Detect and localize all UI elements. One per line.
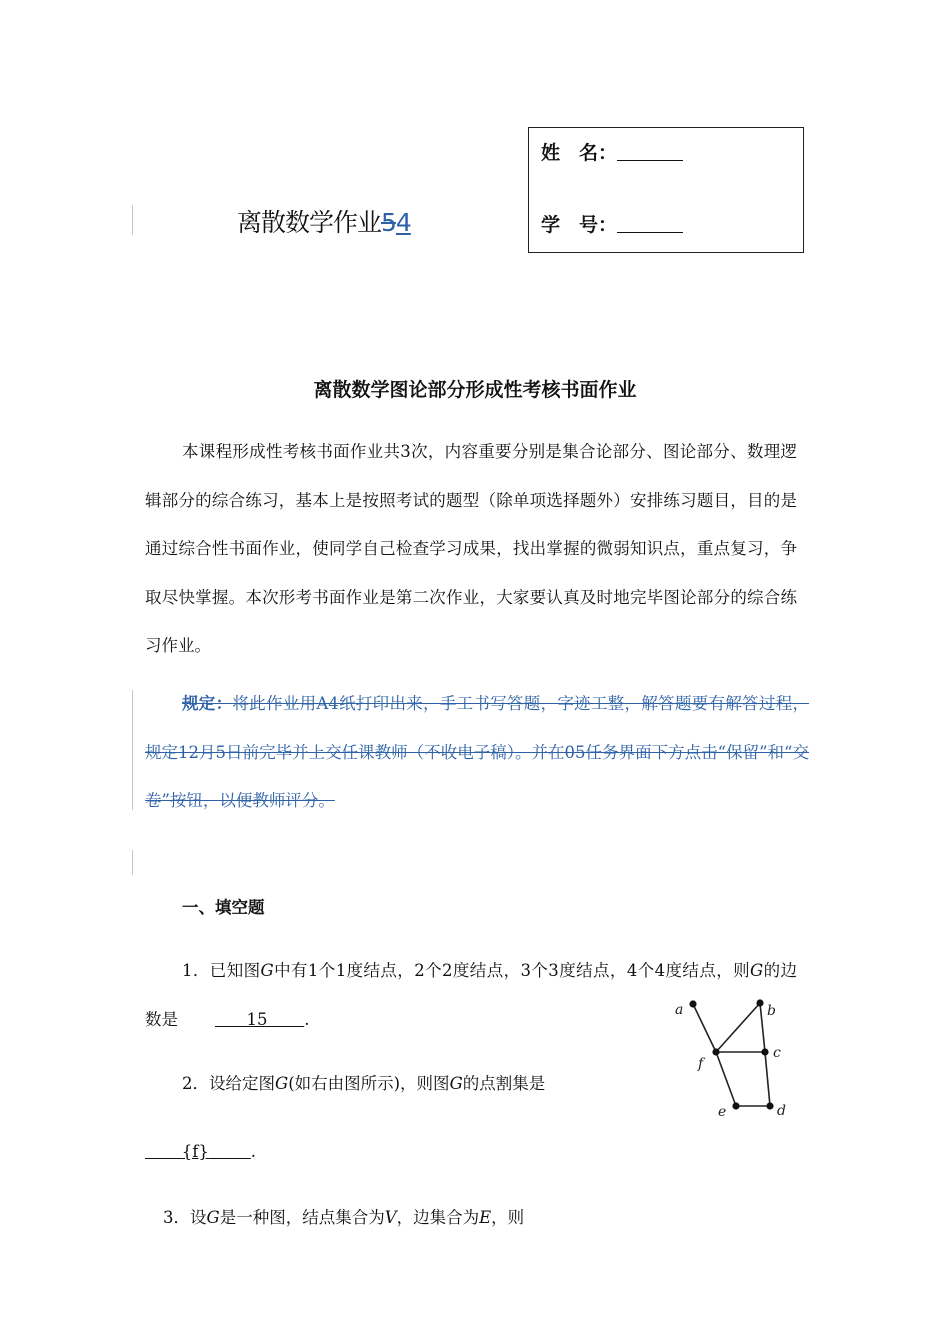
node-label-a: a — [675, 1002, 684, 1018]
change-bar — [132, 205, 133, 235]
q2-answer: {f} — [181, 1142, 209, 1161]
rule-label: 规定： — [182, 694, 233, 713]
edge-c-d — [765, 1052, 770, 1106]
node-label-c: c — [773, 1045, 781, 1061]
change-bar — [132, 850, 133, 875]
rule-text: 将此作业用A4纸打印出来，手工书写答题，字迹工整，解答题要有解答过程，规定12月5日前完毕并上交任课教师（不收电子稿）。并在05任务界面下方点击“保留”和“交卷”按钮，以便教师评分。 — [145, 694, 810, 810]
id-row — [541, 210, 683, 237]
section-title: 一、填空题 — [182, 898, 265, 917]
edge-b-c — [760, 1003, 765, 1052]
node-label-d: d — [777, 1103, 786, 1119]
node-a — [689, 1000, 696, 1007]
question-2: 2．设给定图G(如右由图所示)，则图G的点割集是 — [182, 1074, 546, 1093]
name-field[interactable] — [617, 142, 683, 161]
question-2-answer-line: {f} . — [145, 1128, 256, 1177]
question-3: 3．设G是一种图，结点集合为V，边集合为E，则 — [163, 1208, 525, 1227]
title-old-number: 5 — [381, 208, 396, 237]
title-new-number: 4 — [395, 208, 411, 237]
student-info-box — [528, 127, 804, 253]
graph-figure — [660, 990, 800, 1125]
id-label: 学 号： — [541, 214, 618, 236]
q1-answer: 15 — [246, 1009, 268, 1029]
question-1: 1．已知图G中有1个1度结点，2个2度结点，3个3度结点，4个4度结点，则G的边数是 15 . — [145, 947, 797, 1044]
node-c — [761, 1048, 768, 1055]
edge-b-f — [716, 1003, 760, 1052]
node-f — [712, 1048, 719, 1055]
node-b — [756, 999, 763, 1006]
node-label-e: e — [718, 1104, 727, 1120]
node-d — [766, 1102, 773, 1109]
id-field[interactable] — [617, 214, 683, 233]
node-label-b: b — [767, 1003, 776, 1019]
change-bar — [132, 690, 133, 810]
name-row — [541, 138, 683, 165]
page-heading: 离散数学图论部分形成性考核书面作业 — [313, 379, 637, 401]
node-label-f: f — [698, 1056, 704, 1072]
edge-a-f — [693, 1004, 716, 1052]
edge-e-f — [716, 1052, 736, 1106]
node-e — [732, 1102, 739, 1109]
title-prefix: 离散数学作业 — [237, 208, 382, 237]
name-label: 姓 名： — [541, 142, 618, 164]
rule-paragraph — [145, 680, 809, 826]
document-title — [237, 203, 411, 239]
intro-paragraph: 本课程形成性考核书面作业共3次，内容重要分别是集合论部分、图论部分、数理逻辑部分的综合练习，基本上是按照考试的题型（除单项选择题外）安排练习题目，目的是通过综合性书面作业，使同学自己检查学习成果，找出掌握的微弱知识点，重点复习，争取尽快掌握。本次形考书面作业是第二次作业，大家要认真及时地完毕图论部分的综合练习作业。 — [145, 442, 797, 655]
